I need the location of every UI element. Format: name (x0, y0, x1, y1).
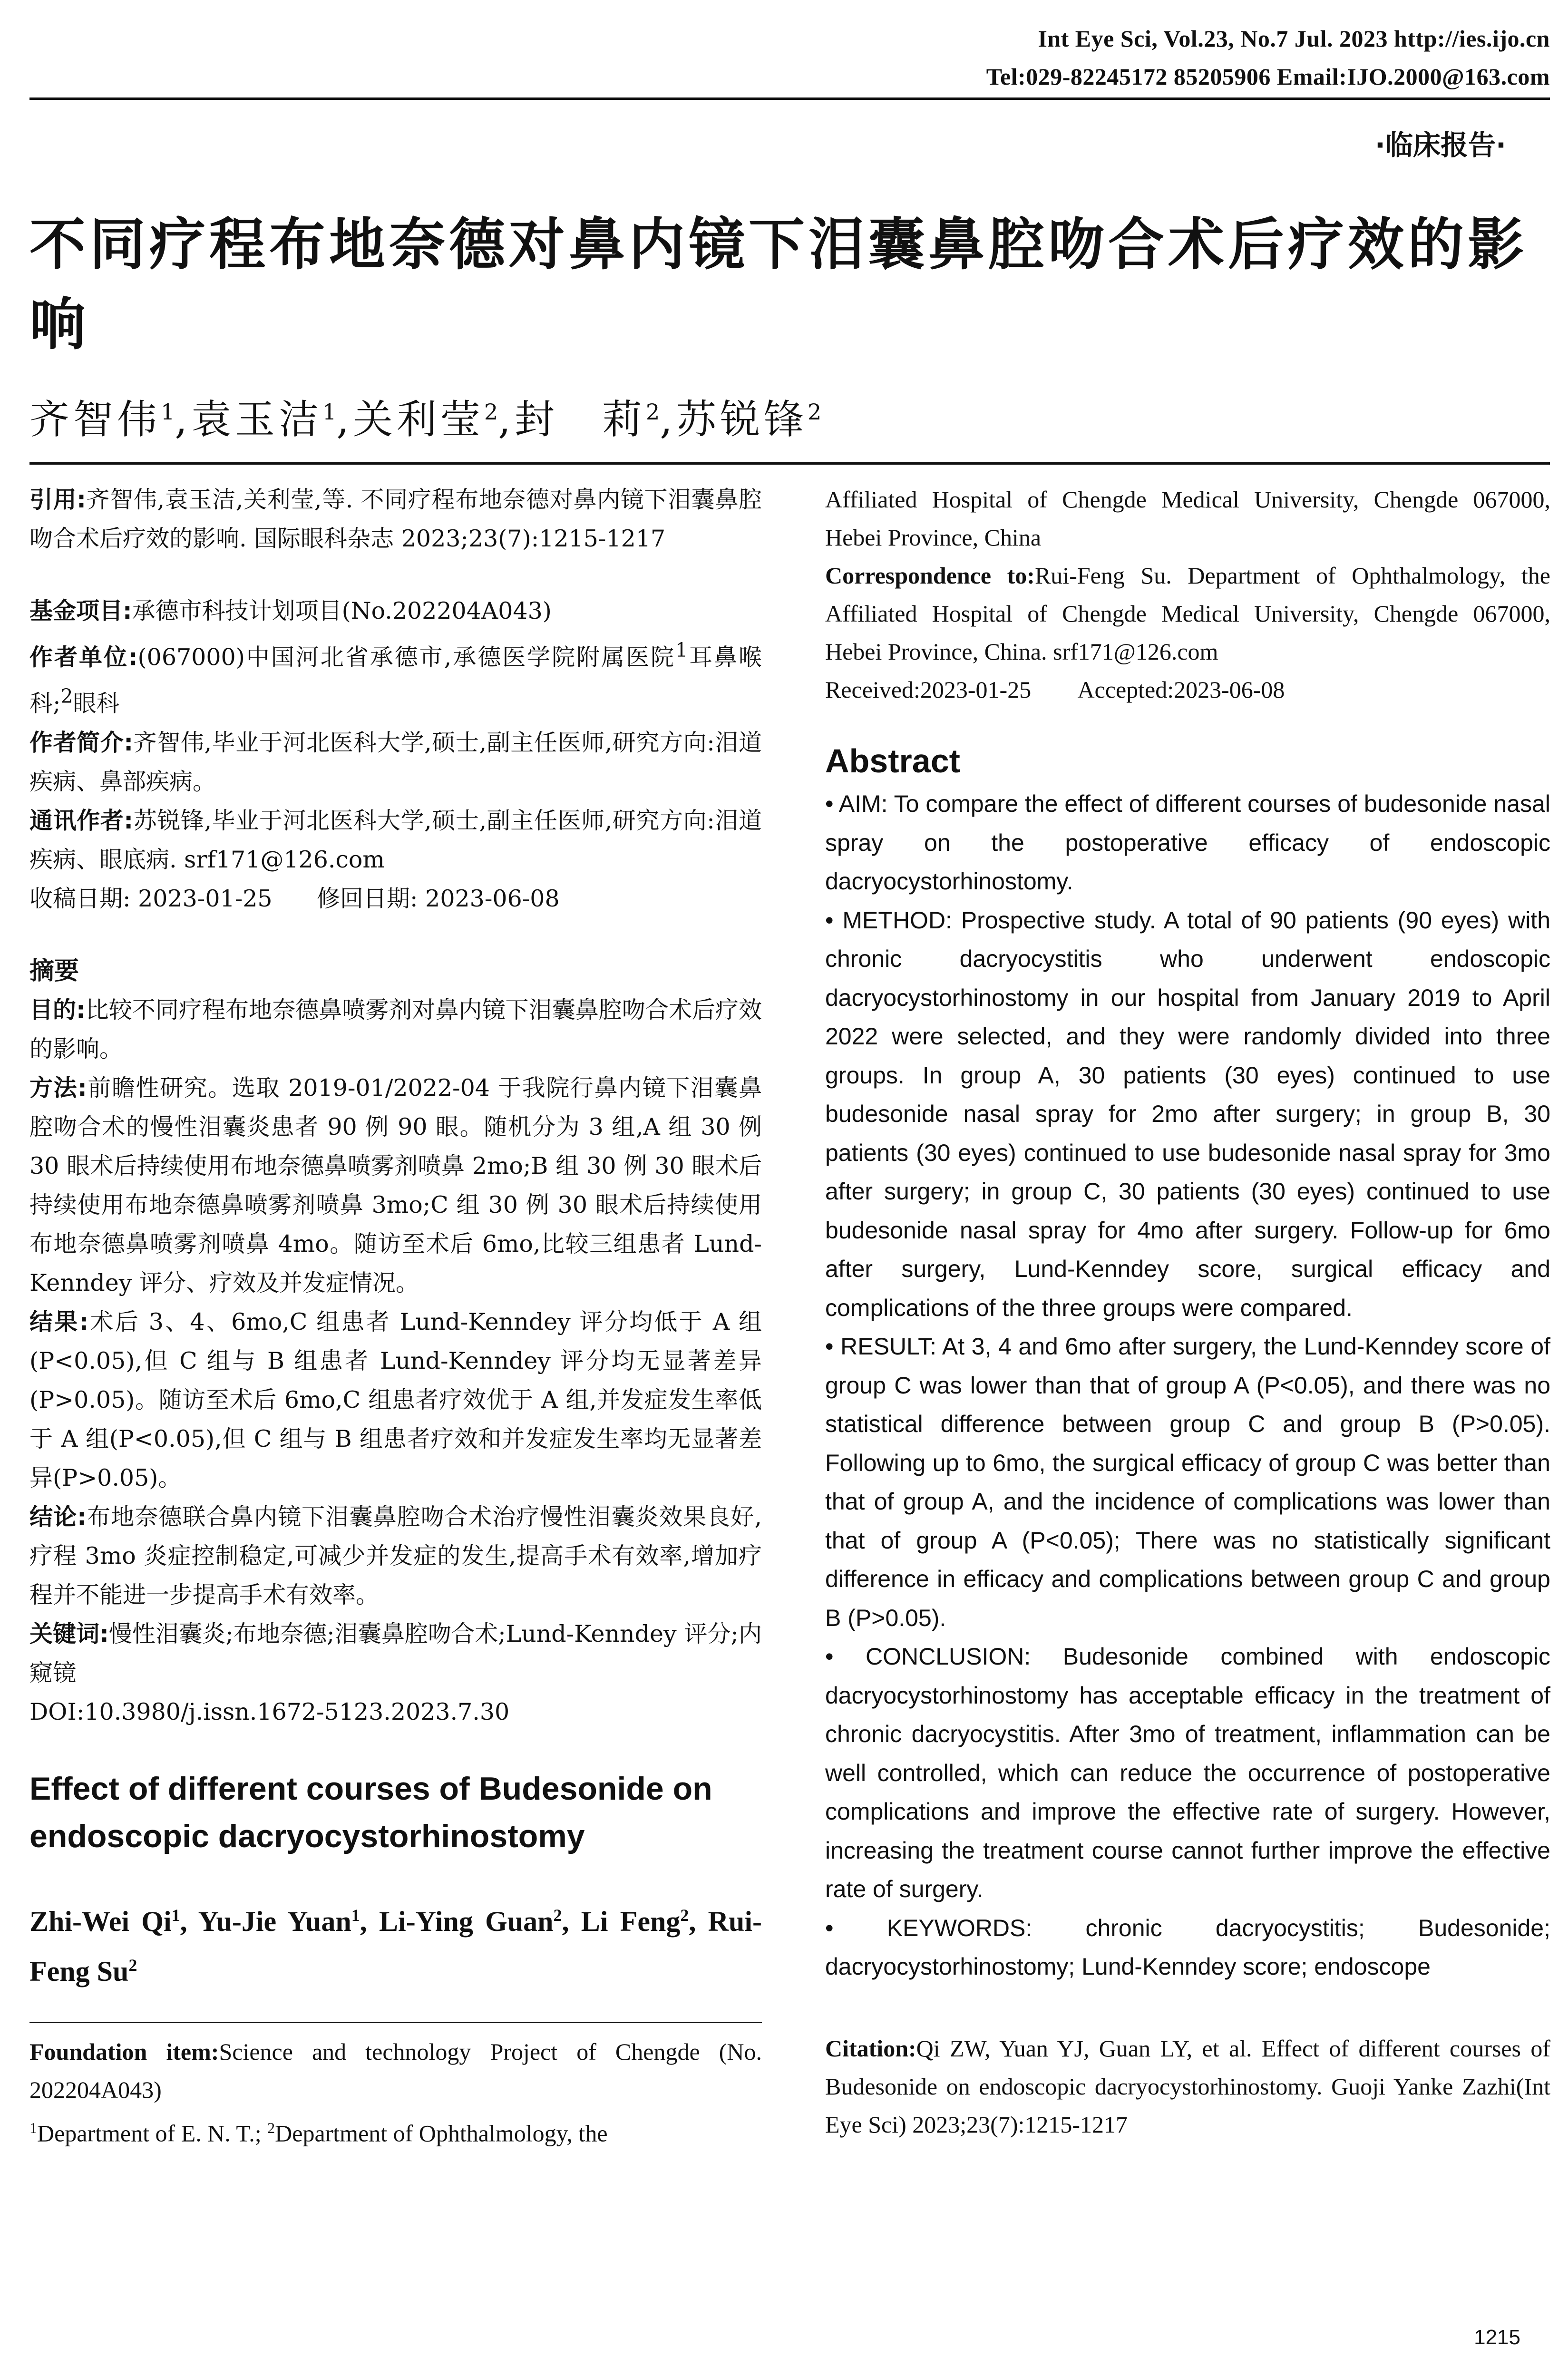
journal-header-info: Int Eye Sci, Vol.23, No.7 Jul. 2023 http://ies.ijo.cn (1038, 25, 1550, 52)
foundation-text: Science and technology Project of Chengde (No. 202204A043) (29, 2038, 762, 2103)
unit-mark: 2 (60, 685, 73, 708)
fund-label: 基金项目: (29, 597, 132, 624)
affiliation-mark: 2 (267, 2119, 275, 2136)
citation-en (825, 2029, 1550, 2143)
foundation-item (29, 2033, 762, 2109)
author-unit (29, 631, 762, 723)
affiliation-mark: 2 (808, 399, 822, 425)
aim-text: 比较不同疗程布地奈德鼻喷雾剂对鼻内镜下泪囊鼻腔吻合术后疗效的影响。 (29, 996, 762, 1062)
abstract-heading-en: Abstract (825, 742, 960, 779)
keywords-label: 关键词: (29, 1620, 109, 1647)
citation-cn (29, 480, 762, 558)
abstract-method-en: • METHOD: Prospective study. A total of 90 patients (90 eyes) with chronic dacryocystitis who underwent endoscopic dacryocystorhinostomy in our hospital from January 2019 to April 2022 were selected, and they were randomly divided into three groups. In group A, 30 patients (30 eyes) continued to use budesonide nasal spray for 2mo after surgery; in group B, 30 patients (30 eyes) continued to use budesonide nasal spray for 3mo after surgery; in group C, 30 patients (30 eyes) continued to use budesonide nasal spray for 4mo after surgery. Follow-up for 6mo after surgery, Lund-Kenndey score, surgical efficacy and complications of the three groups were compared. (825, 906, 1550, 1321)
citation-text: 齐智伟,袁玉洁,关利莹,等. 不同疗程布地奈德对鼻内镜下泪囊鼻腔吻合术后疗效的影响. 国际眼科杂志 2023;23(7):1215-1217 (29, 486, 762, 552)
author-name: , Yu-Jie Yuan (180, 1905, 351, 1937)
affiliation-mark: 1 (351, 1905, 360, 1925)
department-info (29, 2109, 762, 2153)
abstract-conclusion-en: • CONCLUSION: Budesonide combined with endoscopic dacryocystorhinostomy has acceptable efficacy in the treatment of chronic dacryocystitis. After 3mo of treatment, inflammation can be well controlled, which can reduce the occurrence of postoperative complications and improve the effective rate of surgery. However, increasing the treatment course cannot further improve the effective rate of surgery. (825, 1643, 1550, 1902)
journal-contact-info: Tel:029-82245172 85205906 Email:IJO.2000@163.com (986, 63, 1550, 90)
bio-text: 齐智伟,毕业于河北医科大学,硕士,副主任医师,研究方向:泪道疾病、鼻部疾病。 (29, 729, 762, 795)
section-tag: ·临床报告· (1374, 129, 1506, 161)
author-name: , Rui-Feng Su (29, 1905, 762, 1987)
department-text: Department of Ophthalmology, the (275, 2120, 608, 2147)
header-divider (29, 97, 1550, 100)
abstract-aim-cn (29, 991, 762, 1069)
aim-label: 目的: (29, 996, 86, 1023)
unit-label: 作者单位: (29, 643, 138, 671)
received-dates-cn: 收稿日期: 2023-01-25 修回日期: 2023-06-08 (29, 885, 560, 912)
author-name: , Li-Ying Guan (360, 1905, 554, 1937)
affiliation-mark: 2 (680, 1905, 689, 1925)
affiliation-mark: 1 (171, 1905, 180, 1925)
abstract-aim-en: • AIM: To compare the effect of different courses of budesonide nasal spray on the postoperative efficacy of endoscopic dacryocystorhinostomy. (825, 790, 1550, 895)
unit-mark: 1 (675, 639, 688, 662)
right-column (825, 480, 1550, 2143)
keywords-text: 慢性泪囊炎;布地奈德;泪囊鼻腔吻合术;Lund-Kenndey 评分;内窥镜 (29, 1620, 762, 1686)
foundation-label: Foundation item: (29, 2038, 219, 2065)
affiliation-mark: 1 (29, 2119, 37, 2136)
abstract-result-cn (29, 1303, 762, 1498)
doi: DOI:10.3980/j.issn.1672-5123.2023.7.30 (29, 1698, 510, 1725)
conclusion-text: 布地奈德联合鼻内镜下泪囊鼻腔吻合术治疗慢性泪囊炎效果良好,疗程 3mo 炎症控制稳定,可减少并发症的发生,提高手术有效率,增加疗程并不能进一步提高手术有效率。 (29, 1503, 762, 1608)
keywords-cn (29, 1615, 762, 1693)
affiliation-mark: 2 (484, 399, 498, 425)
citation-label-en: Citation: (825, 2035, 916, 2062)
author-name: 关利莹 (353, 396, 485, 443)
affiliation-mark: 1 (322, 399, 337, 425)
method-text: 前瞻性研究。选取 2019-01/2022-04 于我院行鼻内镜下泪囊鼻腔吻合术的慢性泪囊炎患者 90 例 90 眼。随机分为 3 组,A 组 30 例 30 眼术后持续使用布地奈德鼻喷雾剂喷鼻 2mo;B 组 30 例 30 眼术后持续使用布地奈德鼻喷雾剂喷鼻 3mo;C 组 30 例 30 眼术后持续使用布地奈德鼻喷雾剂喷鼻 4mo。随访至术后 6mo,比较三组患者 Lund-Kenndey 评分、疗效及并发症情况。 (29, 1074, 762, 1296)
conclusion-label: 结论: (29, 1503, 87, 1530)
authors-cn: 齐智伟$^1$,袁玉洁$^1$,关利莹$^2$,封 莉$^2$,苏锐锋$^2$ (29, 396, 822, 443)
unit-text-2: 耳鼻喉科; (29, 643, 762, 717)
result-text: 术后 3、4、6mo,C 组患者 Lund-Kenndey 评分均低于 A 组(P<0.05),但 C 组与 B 组患者 Lund-Kenndey 评分均无显著差异(P>0.05)。随访至术后 6mo,C 组患者疗效优于 A 组,并发症发生率低于 A 组(P<0.05),但 C 组与 B 组患者疗效和并发症发生率均无显著差异(P>0.05)。 (29, 1308, 762, 1491)
corresponding-author (29, 801, 762, 879)
received-dates-en: Received:2023-01-25 Accepted:2023-06-08 (825, 676, 1285, 703)
affiliation-mark: 2 (646, 399, 660, 425)
authors-en (29, 1893, 762, 1993)
author-name: 封 莉 (515, 396, 646, 443)
abstract-keywords-en: • KEYWORDS: chronic dacryocystitis; Budesonide; dacryocystorhinostomy; Lund-Kenndey score; endoscope (825, 1914, 1550, 1980)
author-name: 苏锐锋 (676, 396, 808, 443)
correspondence-label: Correspondence to: (825, 562, 1035, 589)
corr-label: 通讯作者: (29, 807, 134, 834)
author-name: , Li Feng (562, 1905, 681, 1937)
affiliation-mark: 1 (161, 399, 175, 425)
abstract-result-en: • RESULT: At 3, 4 and 6mo after surgery, the Lund-Kenndey score of group C was lower than that of group A (P<0.05), and there was no statistical difference between group C and group B (P>0.05). Following up to 6mo, the surgical efficacy of group C was better than that of group A, and the incidence of complications was lower than that of group A (P<0.05); There was no statistically significant difference in efficacy and complications between group C and group B (P>0.05). (825, 1333, 1550, 1631)
author-name: 齐智伟 (29, 396, 161, 443)
method-label: 方法: (29, 1074, 87, 1101)
article-title: 不同疗程布地奈德对鼻内镜下泪囊鼻腔吻合术后疗效的影响 (29, 212, 1528, 357)
result-label: 结果: (29, 1308, 89, 1335)
affiliation-mark: 2 (553, 1905, 562, 1925)
abstract-body-en (825, 785, 1550, 1987)
author-bio (29, 723, 762, 801)
author-name: Zhi-Wei Qi (29, 1905, 172, 1937)
author-name: 袁玉洁 (191, 396, 323, 443)
bio-label: 作者简介: (29, 729, 134, 756)
correspondence-text: Rui-Feng Su. Department of Ophthalmology, the Affiliated Hospital of Chengde Medical University, Chengde 067000, Hebei Province, China. srf171@126.com (825, 562, 1550, 665)
left-column (29, 480, 762, 2152)
page-number: 1215 (1474, 2326, 1520, 2349)
english-title: Effect of different courses of Budesonide on endoscopic dacryocystorhinostomy (29, 1770, 712, 1854)
corr-text: 苏锐锋,毕业于河北医科大学,硕士,副主任医师,研究方向:泪道疾病、眼底病. srf171@126.com (29, 807, 762, 873)
citation-label: 引用: (29, 486, 86, 513)
correspondence-en (825, 556, 1550, 671)
department-text: Department of E. N. T.; (37, 2120, 268, 2147)
abstract-method-cn (29, 1069, 762, 1303)
fund-item (29, 592, 762, 631)
title-divider (29, 462, 1550, 465)
unit-text-3: 眼科 (73, 690, 120, 717)
fund-text: 承德市科技计划项目(No.202204A043) (132, 597, 552, 624)
unit-text: (067000)中国河北省承德市,承德医学院附属医院 (137, 643, 676, 671)
abstract-heading-cn: 摘要 (29, 956, 79, 985)
abstract-conclusion-cn (29, 1498, 762, 1615)
citation-text-en: Qi ZW, Yuan YJ, Guan LY, et al. Effect of different courses of Budesonide on endoscopic dacryocystorhinostomy. Guoji Yanke Zazhi(Int Eye Sci) 2023;23(7):1215-1217 (825, 2035, 1550, 2138)
affiliation-continued: Affiliated Hospital of Chengde Medical University, Chengde 067000, Hebei Province, China (825, 486, 1550, 551)
affiliation-mark: 2 (128, 1955, 137, 1975)
